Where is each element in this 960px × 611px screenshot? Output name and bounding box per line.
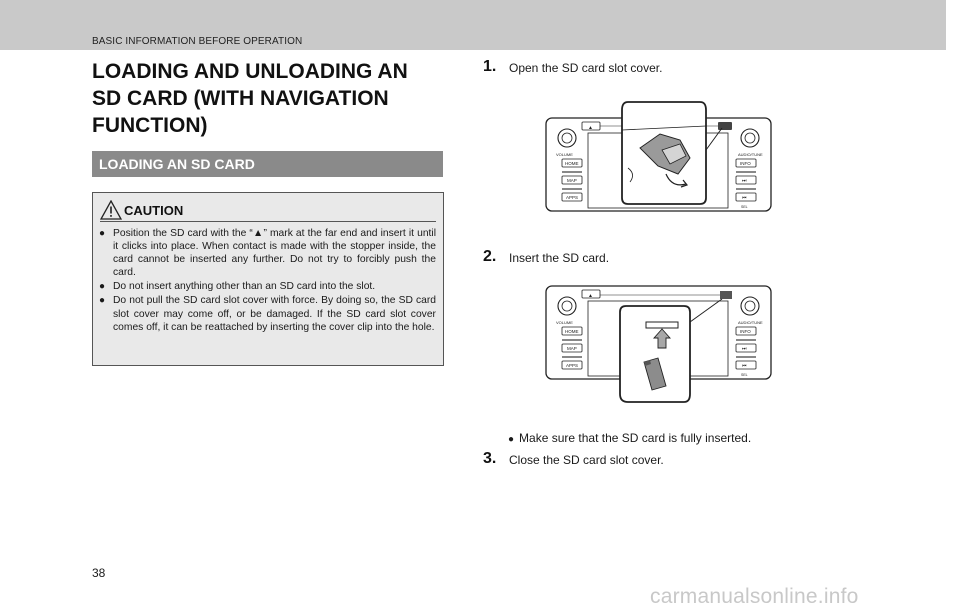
head-unit-open-cover-illustration (540, 100, 776, 215)
caution-item-text: Do not insert anything other than an SD card into the slot. (113, 281, 376, 293)
section-heading-bar (92, 151, 443, 177)
caution-box (92, 192, 444, 366)
step-text: Open the SD card slot cover. (509, 61, 663, 75)
seek-up-label: ⏭ (742, 178, 747, 184)
seek-down-label: ⏮ (742, 363, 747, 369)
page-header-bar (0, 0, 946, 50)
head-unit-insert-card-illustration (540, 282, 776, 407)
note-text: Make sure that the SD card is fully inserted. (519, 431, 752, 445)
audio-tune-label: AUDIO/TUNE (738, 320, 763, 325)
page-number: 38 (92, 566, 106, 580)
bullet-icon: ● (99, 228, 106, 239)
step-text: Close the SD card slot cover. (509, 453, 664, 467)
eject-label: ▲ (588, 125, 593, 131)
apps-label: APPS (566, 363, 579, 368)
page-title: LOADING AND UNLOADING AN SD CARD (WITH NAVIGATION FUNCTION) (92, 60, 408, 137)
audio-tune-label: AUDIO/TUNE (738, 152, 763, 157)
caution-item (99, 280, 436, 293)
watermark: carmanualsonline.info (650, 585, 859, 608)
map-label: MAP (567, 346, 577, 351)
step-number: 2. (483, 248, 497, 265)
caution-item-text: Do not pull the SD card slot cover with force. By doing so, the SD card slot cover may come off, or be damaged. If the SD card slot cover comes off, it can be reattached by inserting the cover clip into the hole. (113, 295, 436, 333)
home-label: HOME (565, 329, 579, 334)
step-number: 1. (483, 58, 497, 75)
aux-label: SEL (741, 205, 748, 209)
bullet-icon: ● (99, 281, 106, 293)
step-number: 3. (483, 450, 497, 467)
step-text: Insert the SD card. (509, 251, 610, 265)
aux-label: SEL (741, 373, 748, 377)
eject-label: ▲ (588, 293, 593, 299)
caution-list (99, 227, 436, 335)
note (508, 431, 751, 445)
map-label: MAP (567, 178, 577, 183)
caution-divider (100, 221, 436, 222)
bullet-icon: ● (99, 295, 106, 307)
info-label: INFO (740, 329, 751, 334)
caution-heading: CAUTION (124, 203, 184, 218)
seek-up-label: ⏭ (742, 346, 747, 352)
seek-down-label: ⏮ (742, 195, 747, 201)
volume-label: VOLUME (556, 152, 573, 157)
info-label: INFO (740, 161, 751, 166)
apps-label: APPS (566, 195, 579, 200)
caution-item (99, 227, 436, 279)
caution-item (99, 294, 436, 333)
volume-label: VOLUME (556, 320, 573, 325)
header-section-label: BASIC INFORMATION BEFORE OPERATION (92, 36, 303, 47)
bullet-icon: ● (508, 434, 515, 445)
home-label: HOME (565, 161, 579, 166)
caution-item-text: Position the SD card with the “▲” mark at the far end and insert it until it clicks into place. When contact is made with the stopper inside, the card cannot be inserted any further. Do not try to forcibly push the card. (113, 228, 436, 279)
section-heading: LOADING AN SD CARD (99, 156, 255, 172)
warning-triangle-icon (100, 200, 122, 220)
